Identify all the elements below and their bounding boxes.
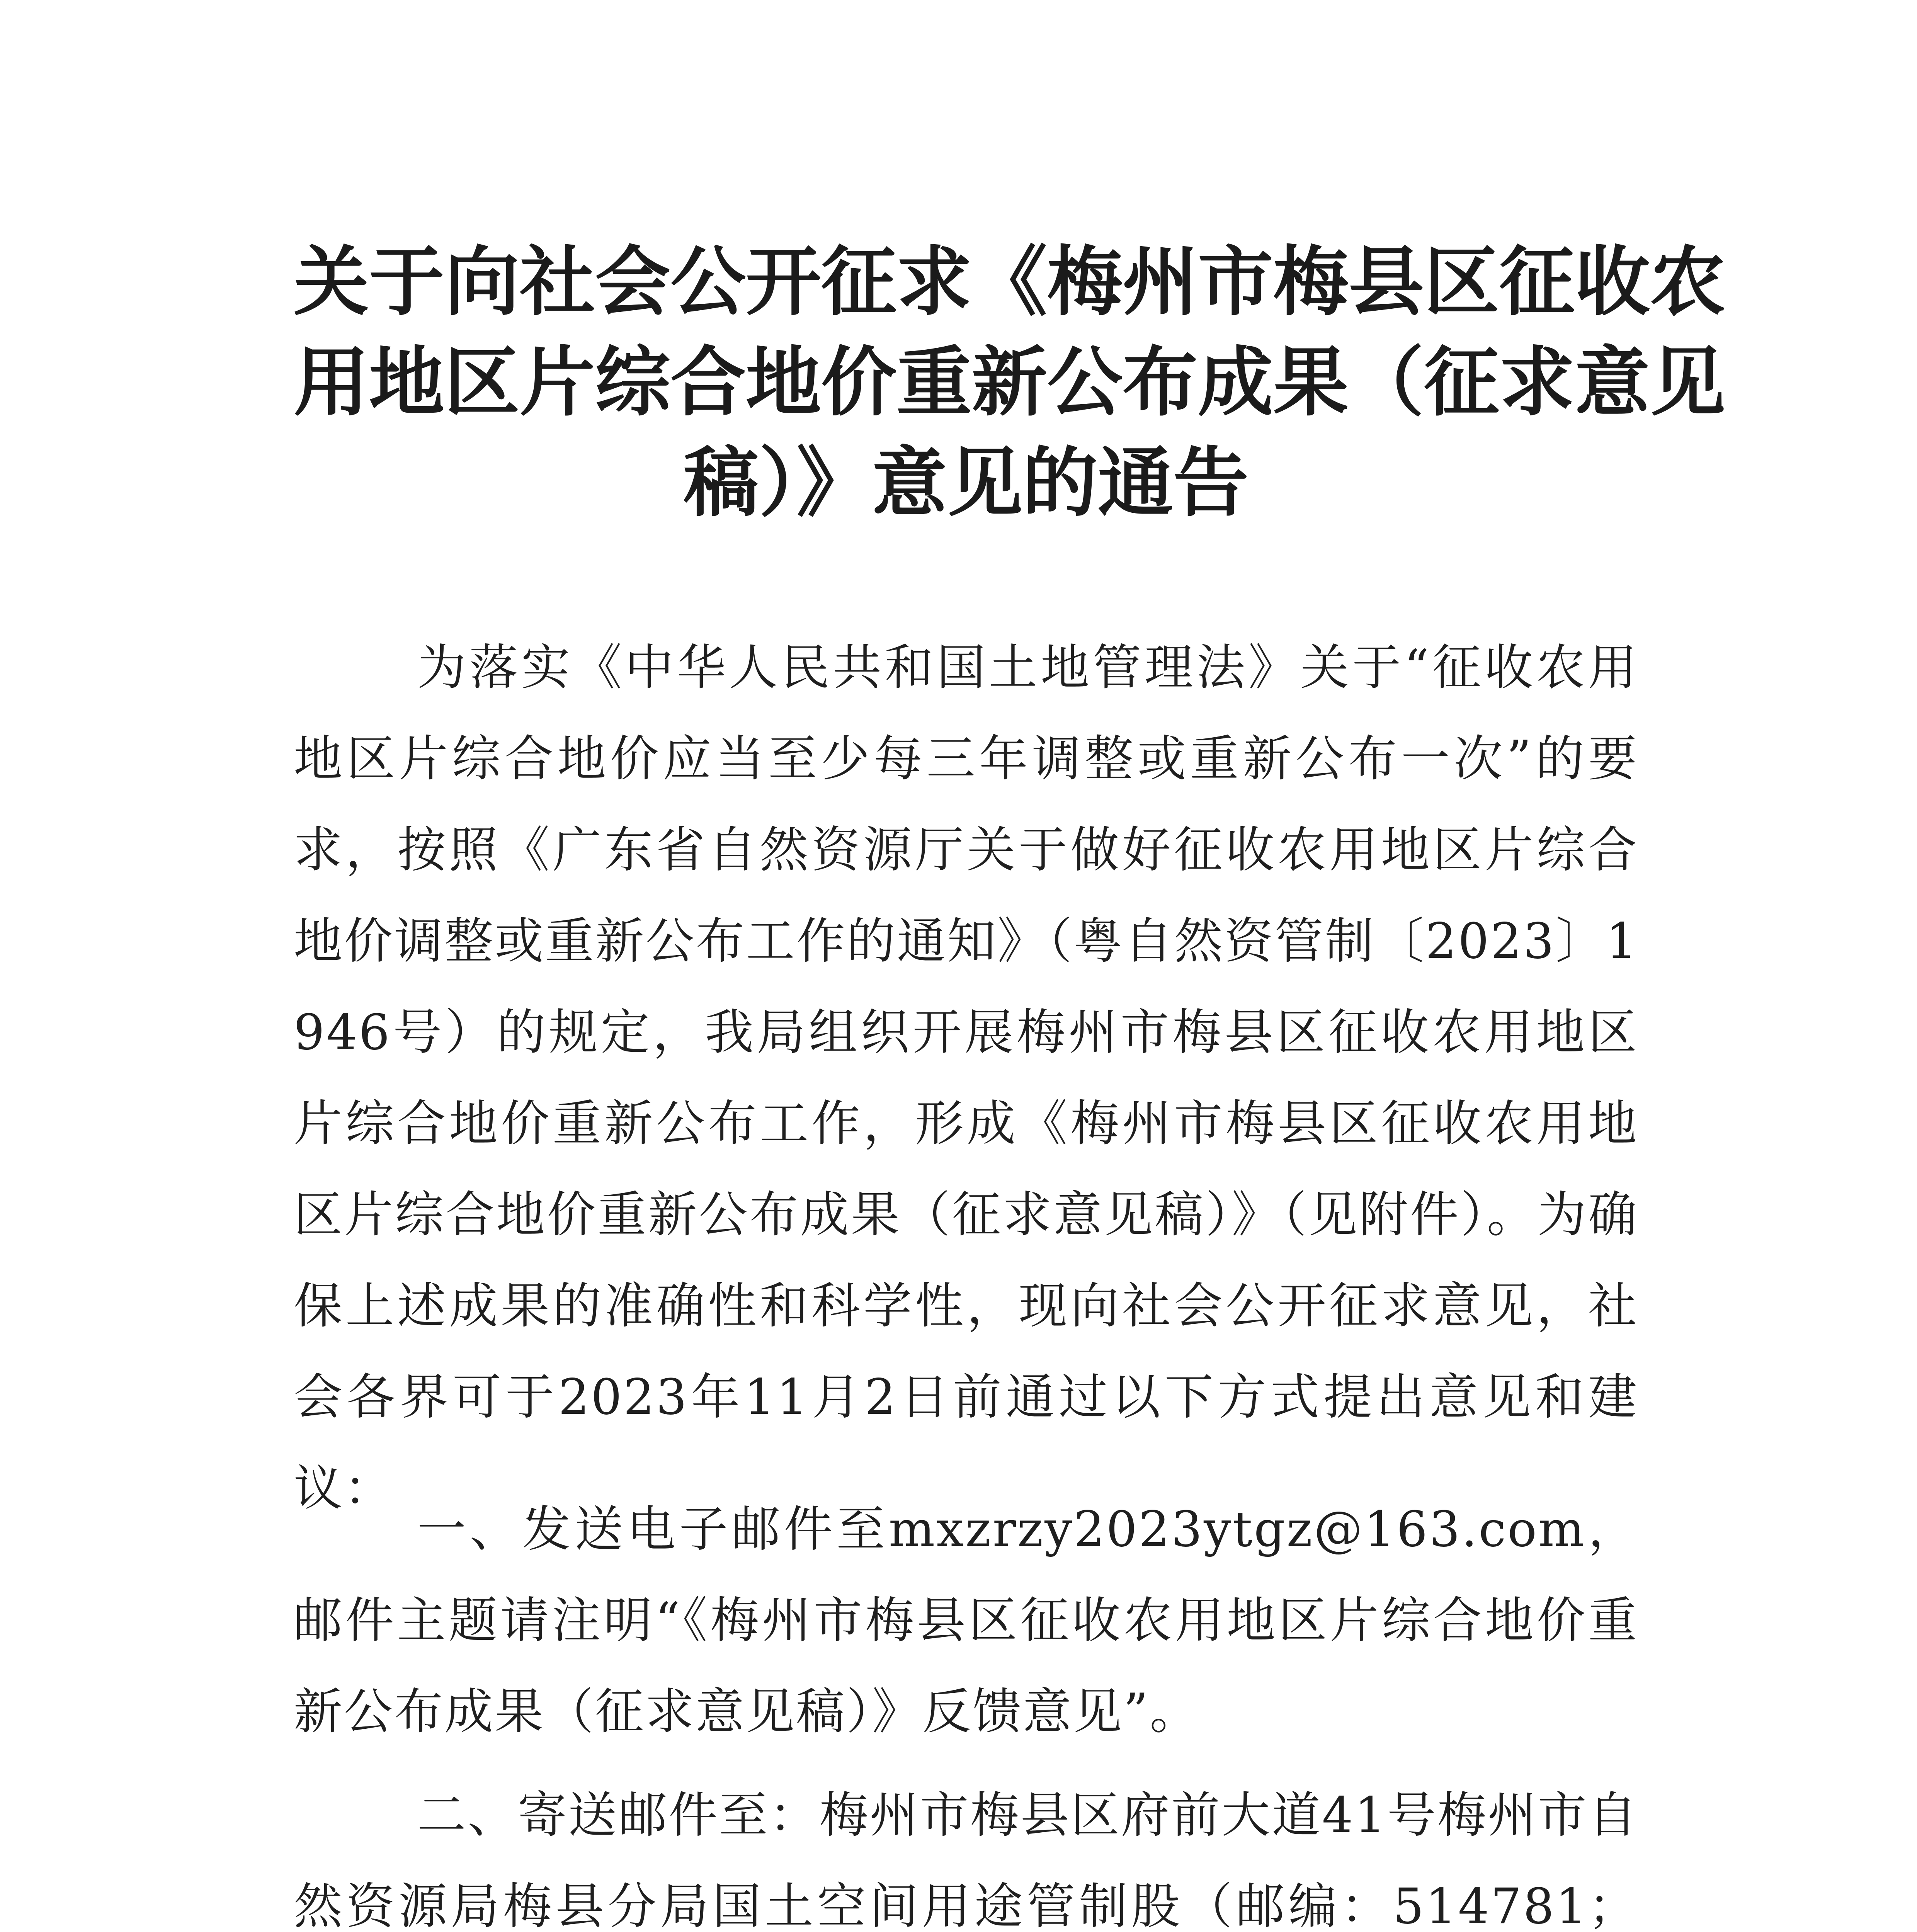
body-paragraph-email-block — [294, 1484, 1638, 1757]
body-paragraph-email: 一、发送电子邮件至mxzrzy2023ytgz@163.com，邮件主题请注明“《梅州市梅县区征收农用地区片综合地价重新公布成果（征求意见稿）》反馈意见”。 — [294, 1501, 1638, 1740]
body-paragraph-mail-block — [294, 1770, 1638, 1932]
title-line-3: 稿）》意见的通告 — [683, 439, 1249, 527]
body-paragraph-intro: 为落实《中华人民共和国土地管理法》关于“征收农用地区片综合地价应当至少每三年调整或重新公布一次”的要求，按照《广东省自然资源厅关于做好征收农用地区片综合地价调整或重新公布工作的通知》（粤自然资管制〔2023〕1946号）的规定，我局组织开展梅州市梅县区征收农用地区片综合地价重新公布工作，形成《梅州市梅县区征收农用地区片综合地价重新公布成果（征求意见稿）》（见附件）。为确保上述成果的准确性和科学性，现向社会公开征求意见，社会各界可于2023年11月2日前通过以下方式提出意见和建议： — [294, 639, 1638, 1517]
document-title — [294, 232, 1725, 533]
title-line-1: 关于向社会公开征求《梅州市梅县区征收农 — [294, 238, 1725, 326]
body-paragraph-mail: 二、寄送邮件至：梅州市梅县区府前大道41号梅州市自然资源局梅县分局国土空间用途管制股（邮编：514781； — [294, 1787, 1639, 1932]
title-line-2: 用地区片综合地价重新公布成果（征求意见 — [294, 338, 1725, 426]
body-paragraph-intro-block — [294, 622, 1638, 1534]
